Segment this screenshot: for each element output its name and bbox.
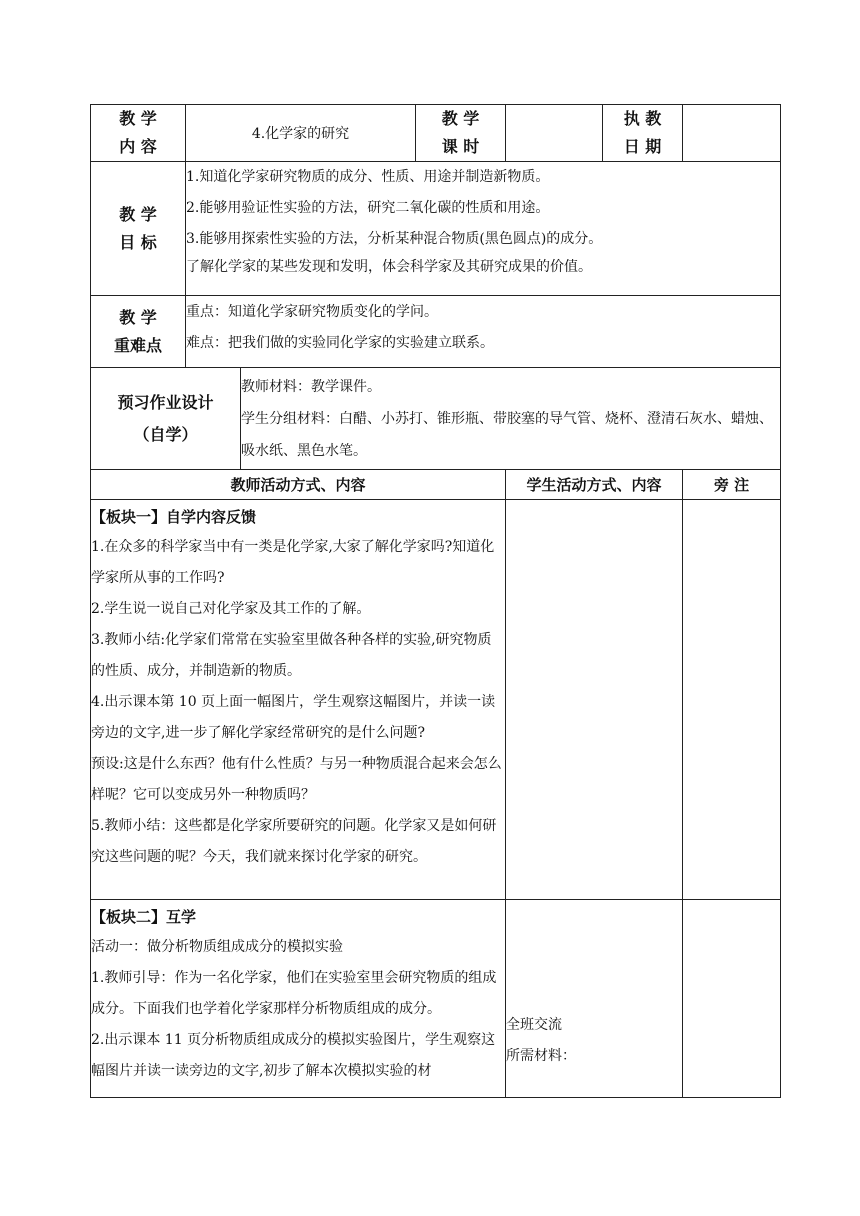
header-row	[91, 105, 781, 162]
block2-title: 【板块二】互学	[91, 908, 197, 926]
key-point-item: 难点：把我们做的实验同化学家的实验建立联系。	[186, 335, 494, 351]
notes-column-head: 旁 注	[683, 470, 781, 500]
block1-line: 3.教师小结:化学家们常常在实验室里做各种各样的实验,研究物质的性质、成分，并制造新的物质。	[91, 632, 492, 679]
block1-line: 5.教师小结：这些都是化学家所要研究的问题。化学家又是如何研究这些问题的呢？今天，我们就来探讨化学家的研究。	[91, 818, 497, 865]
block2-teacher-cell	[91, 900, 506, 1098]
block1-line: 预设:这是什么东西？他有什么性质？与另一种物质混合起来会怎么样呢？它可以变成另外一种物质吗？	[91, 756, 502, 803]
preview-item: 学生分组材料：白醋、小苏打、锥形瓶、带胶塞的导气管、烧杯、澄清石灰水、蜡烛、吸水纸、黑色水笔。	[241, 411, 773, 459]
goal-item: 了解化学家的某些发现和发明，体会科学家及其研究成果的价值。	[186, 259, 592, 275]
key-points-row	[91, 296, 781, 368]
block2-line: 活动一：做分析物质组成成分的模拟实验	[91, 939, 343, 955]
block2-student-line: 所需材料：	[506, 1048, 577, 1064]
column-head-row	[91, 470, 781, 500]
key-point-item: 重点：知道化学家研究物质变化的学问。	[186, 304, 438, 320]
block2-line: 1.教师引导：作为一名化学家，他们在实验室里会研究物质的组成成分。下面我们也学着化学家那样分析物质组成的成分。	[91, 970, 497, 1017]
content-value: 4.化学家的研究	[186, 105, 416, 162]
period-value	[506, 105, 603, 162]
block1-notes-cell	[683, 500, 781, 900]
preview-label: 预习作业设计 （自学）	[91, 368, 241, 470]
preview-item: 教师材料：教学课件。	[241, 379, 381, 395]
preview-content	[241, 368, 781, 470]
block2-student-cell	[506, 900, 683, 1098]
block1-line: 4.出示课本第 10 页上面一幅图片，学生观察这幅图片，并读一读旁边的文字,进一步了解化学家经常研究的是什么问题?	[91, 694, 496, 741]
date-label: 执 教 日 期	[603, 105, 683, 162]
lesson-plan-table	[90, 104, 781, 1098]
block1-title: 【板块一】自学内容反馈	[91, 508, 257, 526]
goals-label: 教 学 目 标	[91, 162, 186, 296]
goal-item: 3.能够用探索性实验的方法，分析某种混合物质(黑色圆点)的成分。	[186, 231, 603, 247]
block1-student-cell	[506, 500, 683, 900]
block1-line: 2.学生说一说自己对化学家及其工作的了解。	[91, 601, 371, 617]
goal-item: 2.能够用验证性实验的方法，研究二氧化碳的性质和用途。	[186, 200, 550, 216]
block1-row	[91, 500, 781, 900]
period-label: 教 学 课 时	[416, 105, 506, 162]
date-value	[683, 105, 781, 162]
block1-line: 1.在众多的科学家当中有一类是化学家,大家了解化学家吗?知道化学家所从事的工作吗?	[91, 539, 495, 586]
block2-notes-cell	[683, 900, 781, 1098]
key-points-label: 教 学 重难点	[91, 296, 186, 368]
block2-student-line: 全班交流	[506, 1017, 563, 1033]
goals-content	[186, 162, 781, 296]
student-column-head: 学生活动方式、内容	[506, 470, 683, 500]
block2-row	[91, 900, 781, 1098]
teacher-column-head: 教师活动方式、内容	[91, 470, 506, 500]
preview-row	[91, 368, 781, 470]
goals-row	[91, 162, 781, 296]
block1-teacher-cell	[91, 500, 506, 900]
goal-item: 1.知道化学家研究物质的成分、性质、用途并制造新物质。	[186, 169, 550, 185]
block2-line: 2.出示课本 11 页分析物质组成成分的模拟实验图片，学生观察这幅图片并读一读旁边的文字,初步了解本次模拟实验的材	[91, 1032, 496, 1079]
key-points-content	[186, 296, 781, 368]
content-label: 教 学 内 容	[91, 105, 186, 162]
